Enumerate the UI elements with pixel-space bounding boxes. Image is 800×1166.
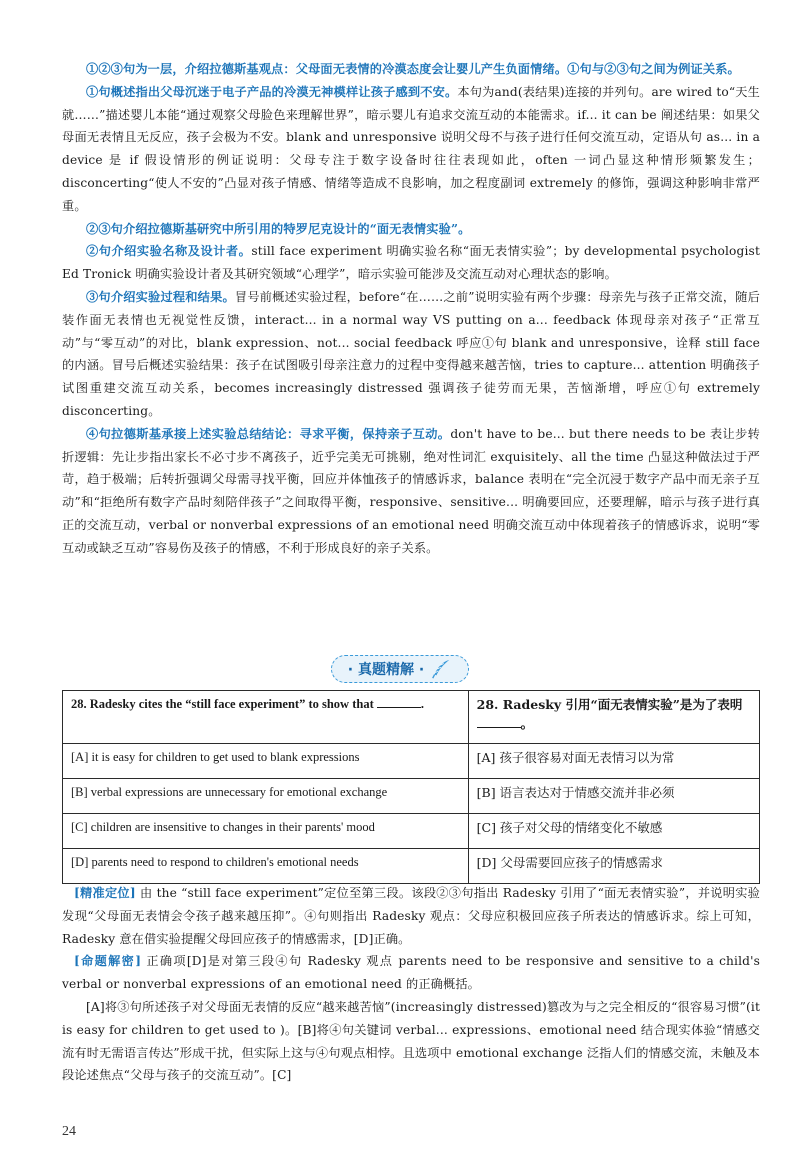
stem-en-end: . [420, 697, 424, 711]
option-zh: [B] 语言表达对于情感交流并非必须 [468, 779, 759, 814]
section-banner [0, 654, 800, 684]
stem-zh-end: 。 [520, 716, 534, 731]
option-row [63, 849, 760, 884]
option-row [63, 814, 760, 849]
para-body: don't have to be... but there needs to be 表让步转折逻辑：先让步指出家长不必寸步不离孩子，近乎完美无可挑剔，绝对性词汇 exquisitely、all the time 凸显这种做法过于严苛，趋于极端；后转折强调父母需寻找平衡，回应并体恤孩子的情感诉求，balance 表明在“完全沉浸于数字产品中而无亲子互动”和“拒绝所有数字产品时刻陪伴孩子”之间取得平衡，responsive、sensitive... 明确要回应，还要理解，暗示与孩子进行真正的交流互动，verbal or nonverbal expressions of an emotional need 明确交流互动中体现着孩子的情感诉求，说明“零互动或缺乏互动”容易伤及孩子的情感，不利于形成良好的亲子关系。 [62, 426, 760, 555]
para-lead: ③句介绍实验过程和结果。 [86, 289, 235, 304]
para-lead: ①②③句为一层，介绍拉德斯基观点：父母面无表情的冷漠态度会让婴儿产生负面情绪。①句与②③句之间为例证关系。 [86, 62, 740, 76]
stem-en-text: 28. Radesky cites the “still face experiment” to show that [71, 697, 374, 711]
answer-blank [377, 695, 421, 708]
section-tag: [命题解密] [74, 954, 142, 969]
question-stem-en [63, 691, 469, 744]
stem-zh-text: 28. Radesky 引用“面无表情实验”是为了表明 [476, 697, 743, 712]
option-en: [C] children are insensitive to changes in their parents' mood [63, 814, 469, 849]
explain-para-2 [62, 950, 760, 996]
section-tag: [精准定位] [74, 886, 136, 900]
banner-title: · 真题精解 · [347, 662, 425, 678]
para-lead: ②③句介绍拉德斯基研究中所引用的特罗尼克设计的“面无表情实验”。 [86, 221, 471, 236]
analysis-para-3 [62, 218, 760, 241]
analysis-para-1 [62, 58, 760, 81]
explain-text: 正确项[D]是对第三段④句 Radesky 观点 parents need to be responsive and sensitive to a child's verbal or nonverbal expressions of an emotional need 的正确概括。 [62, 954, 760, 992]
question-table [62, 690, 760, 884]
option-row [63, 744, 760, 779]
quill-pen-icon [430, 658, 452, 680]
option-en: [B] verbal expressions are unnecessary for emotional exchange [63, 779, 469, 814]
analysis-para-5 [62, 286, 760, 423]
para-lead: ②句介绍实验名称及设计者。 [86, 244, 252, 259]
para-body: still face experiment 明确实验名称“面无表情实验”；by developmental psychologist Ed Tronick 明确实验设计者及其研究领域“心理学”，暗示实验可能涉及交流互动对心理状态的影响。 [62, 244, 760, 282]
option-zh: [C] 孩子对父母的情绪变化不敏感 [468, 814, 759, 849]
explain-para-1 [62, 882, 760, 950]
explain-para-3 [62, 996, 760, 1087]
answer-blank [477, 715, 521, 728]
analysis-para-6 [62, 423, 760, 560]
analysis-section [62, 58, 760, 560]
para-body: 冒号前概述实验过程，before“在……之前”说明实验有两个步骤：母亲先与孩子正常交流，随后装作面无表情也无视觉性反馈，interact... in a normal way VS putting on a... feedback 体现母亲对孩子“正常互动”与“零互动”的对比，blank expression、not... social feedback 呼应①句 blank and unresponsive，诠释 still face 的内涵。冒号后概述实验结果：孩子在试图吸引母亲注意力的过程中变得越来越苦恼，tries to capture... attention 明确孩子试图重建交流互动关系，becomes increasingly distressed 强调孩子徒劳而无果，苦恼渐增，呼应①句 extremely disconcerting。 [62, 289, 760, 418]
explain-text: [A]将③句所述孩子对父母面无表情的反应“越来越苦恼”(increasingly distressed)篡改为与之完全相反的“很容易习惯”(it is easy for children to get used to )。[B]将④句关键词 verbal... expressions、emotional need 结合现实体验“情感交流有时无需语言传达”形成干扰，但实际上这与④句观点相悖。且选项中 emotional exchange 泛指人们的情感交流，未触及本段论述焦点“父母与孩子的交流互动”。[C] [62, 999, 760, 1083]
para-lead: ④句拉德斯基承接上述实验总结结论：寻求平衡，保持亲子互动。 [86, 426, 451, 441]
page-number: 24 [62, 1124, 76, 1139]
option-zh: [D] 父母需要回应孩子的情感需求 [468, 849, 759, 884]
explanation-section [62, 882, 760, 1087]
explain-text: 由 the “still face experiment”定位至第三段。该段②③句指出 Radesky 引用了“面无表情实验”，并说明实验发现“父母面无表情会令孩子越来越压抑”。④句则指出 Radesky 观点：父母应积极回应孩子所表达的情感诉求。综上可知，Radesky 意在借实验提醒父母回应孩子的情感需求，[D]正确。 [62, 886, 761, 946]
option-en: [D] parents need to respond to children's emotional needs [63, 849, 469, 884]
question-stem-zh [468, 691, 759, 744]
option-row [63, 779, 760, 814]
question-stem-row [63, 691, 760, 744]
banner-pill [331, 655, 469, 683]
analysis-para-4 [62, 240, 760, 286]
analysis-para-2 [62, 81, 760, 218]
option-zh: [A] 孩子很容易对面无表情习以为常 [468, 744, 759, 779]
option-en: [A] it is easy for children to get used to blank expressions [63, 744, 469, 779]
para-body: 本句为and(表结果)连接的并列句。are wired to“天生就……”描述婴儿本能“通过观察父母脸色来理解世界”，暗示婴儿有追求交流互动的本能需求。if... it can be 阐述结果：如果父母面无表情且无反应，孩子会极为不安。blank and unresponsive 说明父母不与孩子进行任何交流互动，定语从句 as... in a device 是 if 假设情形的例证说明：父母专注于数字设备时往往表现如此，often 一词凸显这种情形频繁发生；disconcerting“使人不安的”凸显对孩子情感、情绪等造成不良影响，加之程度副词 extremely 的修饰，强调这种影响非常严重。 [62, 84, 760, 213]
para-lead: ①句概述指出父母沉迷于电子产品的冷漠无神模样让孩子感到不安。 [86, 84, 458, 99]
